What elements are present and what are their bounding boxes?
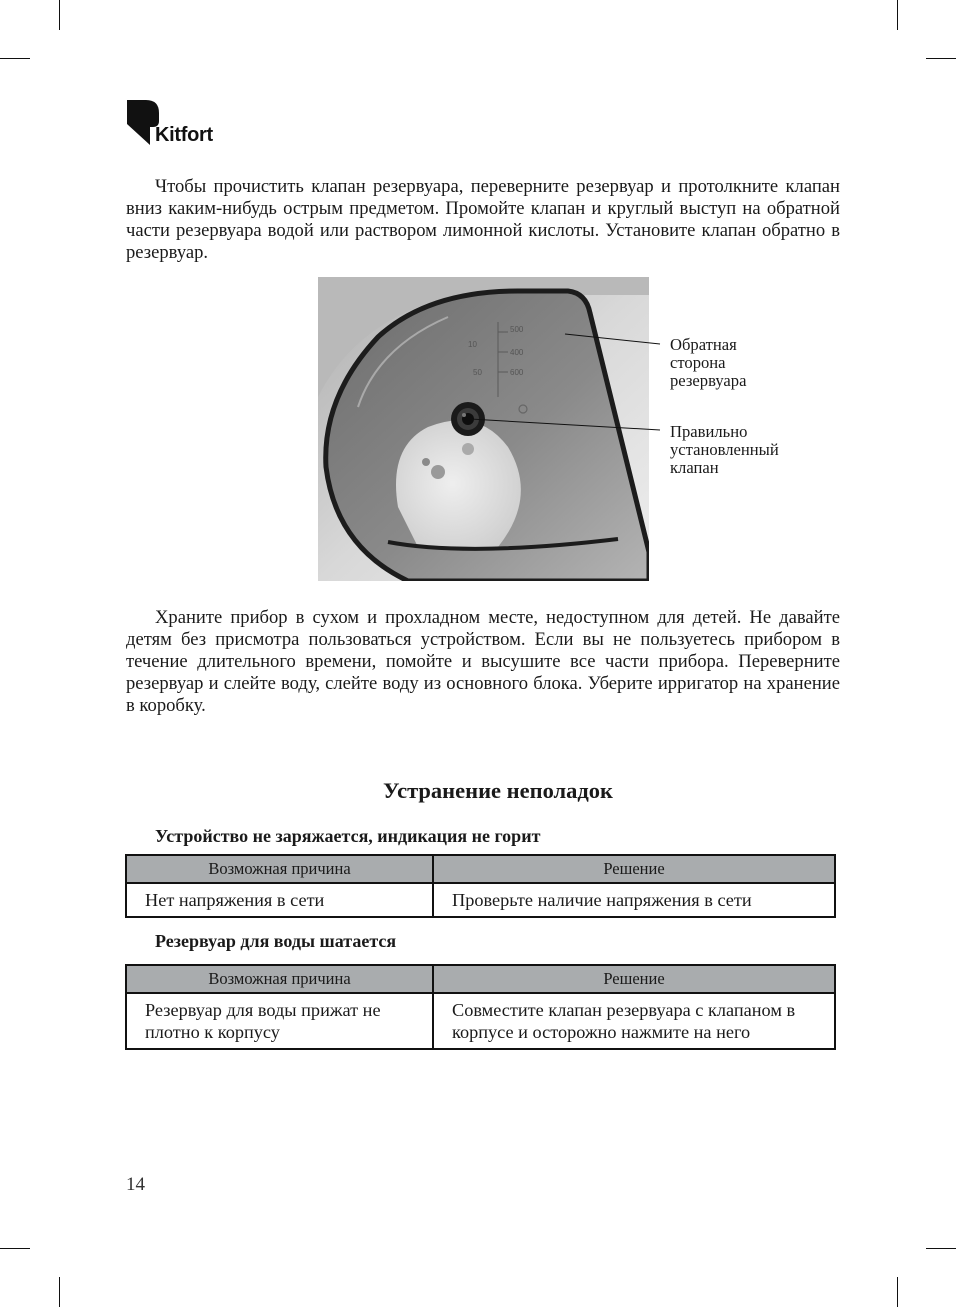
callout-line: клапан — [670, 458, 719, 477]
callout-line: сторона — [670, 353, 726, 372]
table-header-row — [126, 965, 835, 993]
scale-mark: 10 — [468, 340, 477, 349]
table-row — [126, 993, 835, 1049]
section-title: Устранение неполадок — [383, 778, 613, 803]
troubleshooting-table — [125, 854, 836, 918]
table-row — [126, 883, 835, 917]
scale-mark: 600 — [510, 368, 524, 377]
column-header-solution: Решение — [433, 965, 835, 993]
paragraph-valve-cleaning: Чтобы прочистить клапан резервуара, переверните резервуар и протолкните клапан вниз каким-нибудь острым предметом. Промойте клапан и круглый выступ на обратной части резервуара водой или раствором лимонной кислоты. Установите клапан обратно в резервуар. — [126, 176, 840, 263]
scale-mark: 500 — [510, 325, 524, 334]
column-header-cause: Возможная причина — [126, 855, 433, 883]
troubleshooting-table — [125, 964, 836, 1050]
column-header-cause: Возможная причина — [126, 965, 433, 993]
page-number: 14 — [126, 1174, 145, 1195]
problem-heading: Устройство не заряжается, индикация не горит — [155, 826, 541, 846]
crop-mark — [0, 1248, 30, 1249]
callout-valve — [670, 423, 779, 477]
solution-cell: Совместите клапан резервуара с клапаном в корпусе и осторожно нажмите на него — [433, 993, 835, 1049]
solution-cell: Проверьте наличие напряжения в сети — [433, 883, 835, 917]
callout-line: Правильно — [670, 422, 748, 441]
problem-heading: Резервуар для воды шатается — [155, 931, 397, 951]
callout-line: установленный — [670, 440, 779, 459]
cause-cell: Резервуар для воды прижат не плотно к корпусу — [126, 993, 433, 1049]
crop-mark — [926, 1248, 956, 1249]
scale-mark: 50 — [473, 368, 482, 377]
table-header-row — [126, 855, 835, 883]
brand-name: Kitfort — [155, 124, 213, 146]
callout-line: резервуара — [670, 371, 747, 390]
crop-mark — [59, 1277, 60, 1307]
callout-line: Обратная — [670, 335, 737, 354]
crop-mark — [897, 1277, 898, 1307]
column-header-solution: Решение — [433, 855, 835, 883]
scale-mark: 400 — [510, 348, 524, 357]
paragraph-storage: Храните прибор в сухом и прохладном месте, недоступном для детей. Не давайте детям без присмотра пользоваться устройством. Если вы не пользуетесь прибором в течение длительного времени, помойте и высушите все части прибора. Переверните резервуар и слейте воду, слейте воду из основного блока. Уберите ирригатор на хранение в коробку. — [126, 607, 840, 716]
cause-cell: Нет напряжения в сети — [126, 883, 433, 917]
callout-leaders — [0, 0, 956, 600]
callout-back-side — [670, 336, 746, 390]
